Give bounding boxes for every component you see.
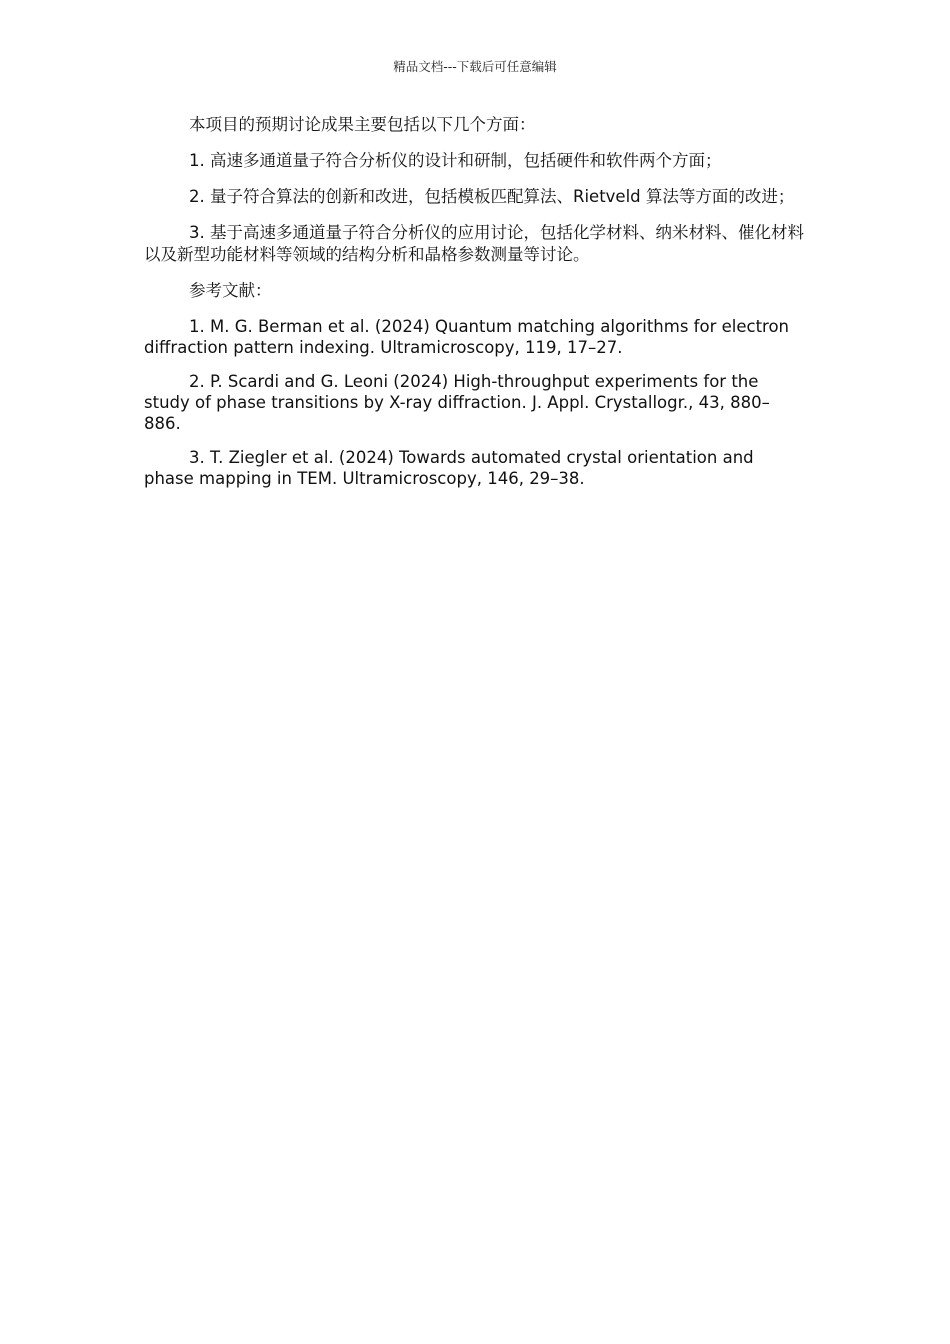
outcome-item-2: 2. 量子符合算法的创新和改进，包括模板匹配算法、Rietveld 算法等方面的改进； <box>189 187 795 206</box>
reference-1: 1. M. G. Berman et al. (2024) Quantum matching algorithms for electron diffraction pattern indexing. Ultramicroscopy, 119, 17–27. <box>144 317 790 357</box>
outcome-item-3: 3. 基于高速多通道量子符合分析仪的应用讨论，包括化学材料、纳米材料、催化材料以及新型功能材料等领域的结构分析和晶格参数测量等讨论。 <box>144 223 804 264</box>
intro-paragraph: 本项目的预期讨论成果主要包括以下几个方面： <box>189 115 536 134</box>
reference-3: 3. T. Ziegler et al. (2024) Towards automated crystal orientation and phase mapping in TEM. Ultramicroscopy, 146, 29–38. <box>144 448 754 488</box>
document-body <box>144 114 804 502</box>
reference-2: 2. P. Scardi and G. Leoni (2024) High-throughput experiments for the study of phase transitions by X-ray diffraction. J. Appl. Crystallogr., 43, 880–886. <box>144 372 770 433</box>
references-heading: 参考文献： <box>189 281 272 300</box>
outcome-item-1: 1. 高速多通道量子符合分析仪的设计和研制，包括硬件和软件两个方面； <box>189 151 722 170</box>
page-header: 精品文档---下载后可任意编辑 <box>393 59 557 74</box>
